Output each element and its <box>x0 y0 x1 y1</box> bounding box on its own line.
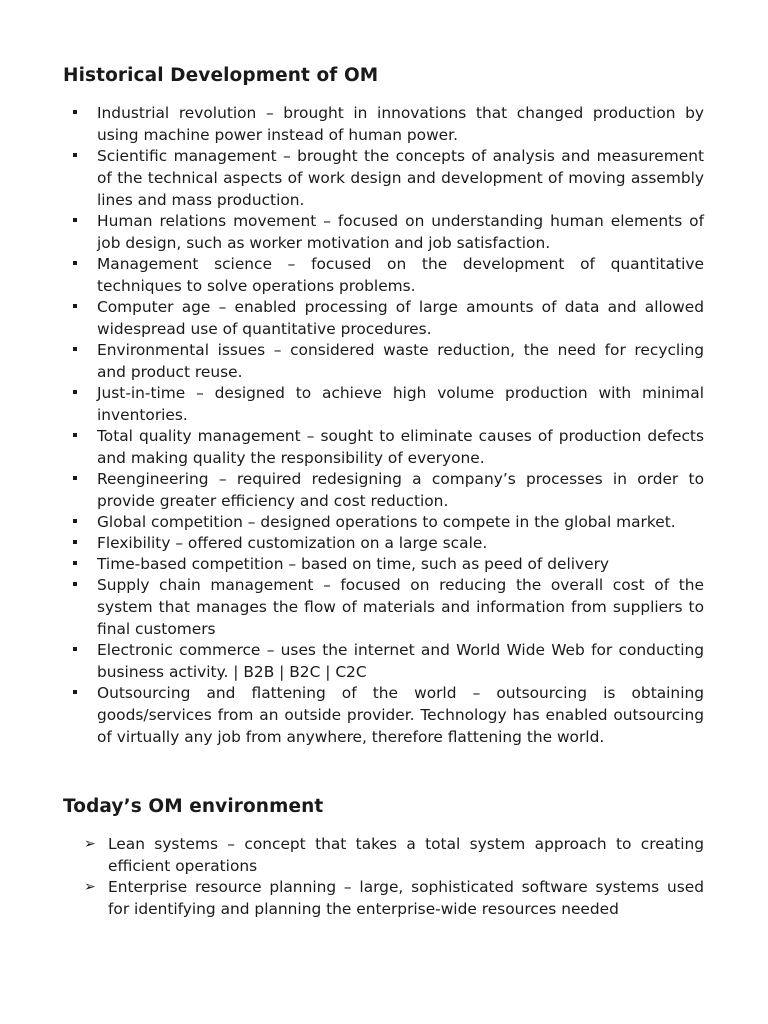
list-item <box>97 253 704 297</box>
list-item-text: Global competition – designed operations to compete in the global market. <box>97 513 676 531</box>
list-item-text: Scientific management – brought the concepts of analysis and measurement of the technical aspects of work design and development of moving assembly lines and mass production. <box>97 147 704 209</box>
list-item <box>97 382 704 426</box>
list-item <box>97 339 704 383</box>
square-bullet-icon <box>73 110 77 114</box>
list-item <box>97 210 704 254</box>
list-item-text: Computer age – enabled processing of large amounts of data and allowed widespread use of quantitative procedures. <box>97 298 704 338</box>
square-bullet-icon <box>73 647 77 651</box>
square-bullet-icon <box>73 433 77 437</box>
square-bullet-icon <box>73 153 77 157</box>
list-item <box>97 425 704 469</box>
list-item <box>97 532 704 554</box>
list-item <box>97 102 704 146</box>
list-item-text: Enterprise resource planning – large, sophisticated software systems used for identifying and planning the enterprise-wide resources needed <box>108 878 704 918</box>
list-item <box>97 145 704 211</box>
list-item-text: Supply chain management – focused on reducing the overall cost of the system that manages the flow of materials and information from suppliers to final customers <box>97 576 704 638</box>
list-item <box>97 682 704 748</box>
square-bullet-icon <box>73 390 77 394</box>
section-heading-todays-om-environment: Today’s OM environment <box>63 796 324 817</box>
square-bullet-icon <box>73 218 77 222</box>
list-item-text: Electronic commerce – uses the internet and World Wide Web for conducting business activity. | B2B | B2C | C2C <box>97 641 704 681</box>
arrow-bullet-icon: ➢ <box>84 836 96 852</box>
list-item <box>97 574 704 640</box>
list-item-text: Human relations movement – focused on understanding human elements of job design, such as worker motivation and job satisfaction. <box>97 212 704 252</box>
square-bullet-icon <box>73 519 77 523</box>
list-item-text: Environmental issues – considered waste reduction, the need for recycling and product reuse. <box>97 341 704 381</box>
section-heading-historical-development: Historical Development of OM <box>63 65 379 86</box>
list-item-text: Outsourcing and flattening of the world – outsourcing is obtaining goods/services from an outside provider. Technology has enabled outsourcing of virtually any job from anywhere, therefore flattening the world. <box>97 684 704 746</box>
square-bullet-icon <box>73 690 77 694</box>
list-item-text: Total quality management – sought to eliminate causes of production defects and making quality the responsibility of everyone. <box>97 427 704 467</box>
square-bullet-icon <box>73 347 77 351</box>
list-item <box>97 511 704 533</box>
list-item-text: Reengineering – required redesigning a company’s processes in order to provide greater efficiency and cost reduction. <box>97 470 704 510</box>
list-item <box>84 876 704 920</box>
square-bullet-icon <box>73 561 77 565</box>
list-item <box>84 833 704 877</box>
square-bullet-icon <box>73 304 77 308</box>
list-item <box>97 296 704 340</box>
todays-om-environment-list <box>84 833 704 919</box>
list-item-text: Time-based competition – based on time, such as peed of delivery <box>97 555 610 573</box>
square-bullet-icon <box>73 582 77 586</box>
list-item-text: Flexibility – offered customization on a large scale. <box>97 534 488 552</box>
list-item-text: Just-in-time – designed to achieve high volume production with minimal inventories. <box>97 384 704 424</box>
arrow-bullet-icon: ➢ <box>84 879 96 895</box>
square-bullet-icon <box>73 476 77 480</box>
square-bullet-icon <box>73 540 77 544</box>
historical-development-list <box>97 102 704 747</box>
list-item <box>97 468 704 512</box>
list-item-text: Lean systems – concept that takes a total system approach to creating efficient operations <box>108 835 704 875</box>
list-item <box>97 553 704 575</box>
list-item <box>97 639 704 683</box>
list-item-text: Management science – focused on the development of quantitative techniques to solve operations problems. <box>97 255 704 295</box>
square-bullet-icon <box>73 261 77 265</box>
list-item-text: Industrial revolution – brought in innovations that changed production by using machine power instead of human power. <box>97 104 704 144</box>
